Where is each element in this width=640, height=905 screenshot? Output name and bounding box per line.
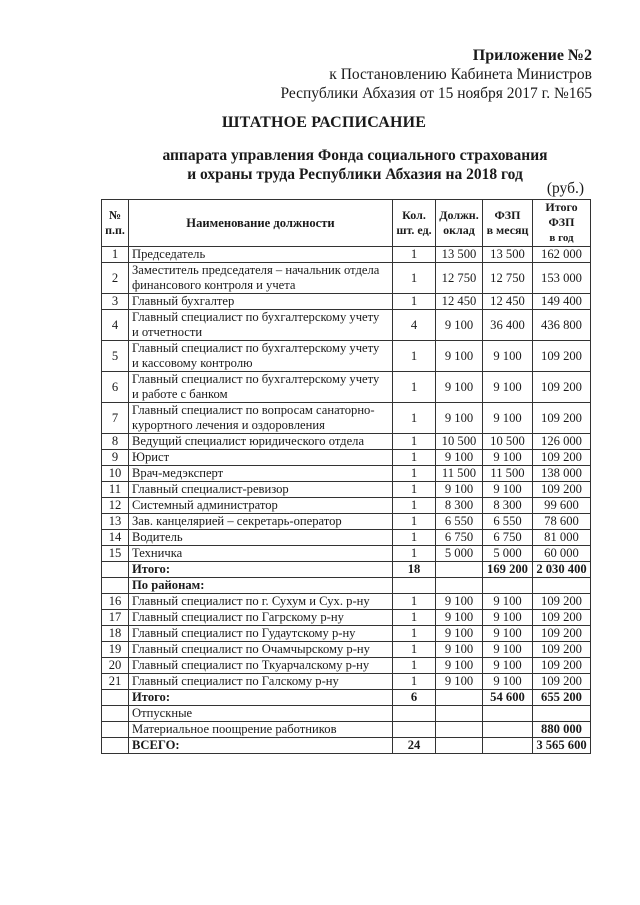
empty-cell [436,706,483,722]
annual-fund: 109 200 [533,626,591,642]
subtotal-label: Итого: [129,562,393,578]
table-row [102,372,591,403]
salary: 9 100 [436,610,483,626]
table-row [102,310,591,341]
row-number: 9 [102,450,129,466]
monthly-fund: 36 400 [483,310,533,341]
annual-fund: 138 000 [533,466,591,482]
empty-cell [102,738,129,754]
quantity: 1 [393,610,436,626]
subtitle-line-2: и охраны труда Республики Абхазия на 2018 год [187,166,523,183]
monthly-fund: 9 100 [483,674,533,690]
empty-cell [436,722,483,738]
position-name: Председатель [129,247,393,263]
row-number: 16 [102,594,129,610]
empty-cell [483,738,533,754]
vacation-row [102,706,591,722]
annual-fund: 109 200 [533,594,591,610]
quantity: 1 [393,594,436,610]
position-name: Главный специалист по Ткуарчалскому р-ну [129,658,393,674]
annual-fund: 81 000 [533,530,591,546]
quantity: 1 [393,341,436,372]
row-number: 14 [102,530,129,546]
monthly-fund: 6 550 [483,514,533,530]
monthly-fund: 9 100 [483,658,533,674]
monthly-fund: 9 100 [483,403,533,434]
grand-total-label: ВСЕГО: [129,738,393,754]
annual-fund: 99 600 [533,498,591,514]
salary: 9 100 [436,626,483,642]
annual-fund: 109 200 [533,482,591,498]
empty-cell [436,562,483,578]
col-header-position: Наименование должности [129,200,393,247]
quantity: 1 [393,247,436,263]
empty-cell [436,690,483,706]
subtotal-quantity: 6 [393,690,436,706]
monthly-fund: 5 000 [483,546,533,562]
table-row [102,674,591,690]
annual-fund: 60 000 [533,546,591,562]
quantity: 1 [393,642,436,658]
empty-cell [102,706,129,722]
annual-fund: 162 000 [533,247,591,263]
salary: 8 300 [436,498,483,514]
position-name: Главный специалист-ревизор [129,482,393,498]
table-row [102,450,591,466]
annual-fund: 109 200 [533,610,591,626]
position-name: Зав. канцелярией – секретарь-оператор [129,514,393,530]
table-row [102,658,591,674]
subtitle-line-1: аппарата управления Фонда социального страхования [162,147,548,164]
empty-cell [102,690,129,706]
monthly-fund: 9 100 [483,372,533,403]
table-row [102,594,591,610]
position-name: Врач-медэксперт [129,466,393,482]
position-name: Техничка [129,546,393,562]
table-row [102,247,591,263]
grand-total-row [102,738,591,754]
salary: 6 550 [436,514,483,530]
position-name: Ведущий специалист юридического отдела [129,434,393,450]
bonus-annual: 880 000 [533,722,591,738]
subtotal-quantity: 18 [393,562,436,578]
empty-cell [533,578,591,594]
annual-fund: 109 200 [533,341,591,372]
salary: 12 750 [436,263,483,294]
table-row [102,341,591,372]
quantity: 1 [393,626,436,642]
col-header-monthly: ФЗП в месяц [483,200,533,247]
salary: 9 100 [436,642,483,658]
monthly-fund: 9 100 [483,626,533,642]
monthly-fund: 13 500 [483,247,533,263]
document-subtitle [0,146,640,184]
row-number: 17 [102,610,129,626]
row-number: 11 [102,482,129,498]
position-name: Главный специалист по Гагрскому р-ну [129,610,393,626]
subtotal-annual: 655 200 [533,690,591,706]
position-name: Заместитель председателя – начальник отдела финансового контроля и учета [129,263,393,294]
position-name: Главный специалист по Очамчырскому р-ну [129,642,393,658]
staff-schedule-table [101,199,591,754]
monthly-fund: 10 500 [483,434,533,450]
col-header-salary: Должн. оклад [436,200,483,247]
table-row [102,626,591,642]
monthly-fund: 9 100 [483,341,533,372]
bonus-row [102,722,591,738]
table-row [102,514,591,530]
row-number: 10 [102,466,129,482]
row-number: 7 [102,403,129,434]
annual-fund: 109 200 [533,372,591,403]
row-number: 4 [102,310,129,341]
appendix-line-1: к Постановлению Кабинета Министров [329,66,592,83]
quantity: 1 [393,482,436,498]
grand-total-quantity: 24 [393,738,436,754]
table-row [102,466,591,482]
empty-cell [436,578,483,594]
row-number: 20 [102,658,129,674]
salary: 9 100 [436,482,483,498]
table-row [102,294,591,310]
quantity: 1 [393,403,436,434]
row-number: 21 [102,674,129,690]
row-number: 2 [102,263,129,294]
row-number: 1 [102,247,129,263]
empty-cell [393,706,436,722]
grand-total-annual: 3 565 600 [533,738,591,754]
row-number: 15 [102,546,129,562]
monthly-fund: 12 450 [483,294,533,310]
monthly-fund: 12 750 [483,263,533,294]
monthly-fund: 6 750 [483,530,533,546]
empty-cell [102,578,129,594]
salary: 11 500 [436,466,483,482]
annual-fund: 109 200 [533,658,591,674]
position-name: Главный специалист по бухгалтерскому учету и отчетности [129,310,393,341]
row-number: 3 [102,294,129,310]
salary: 9 100 [436,674,483,690]
subtotal-row [102,690,591,706]
salary: 9 100 [436,594,483,610]
position-name: Юрист [129,450,393,466]
table-row [102,403,591,434]
salary: 9 100 [436,310,483,341]
appendix-line-2: Республики Абхазия от 15 ноября 2017 г. №165 [280,85,592,102]
salary: 9 100 [436,372,483,403]
quantity: 1 [393,530,436,546]
bonus-label: Материальное поощрение работников [129,722,393,738]
annual-fund: 153 000 [533,263,591,294]
col-header-number: № п.п. [102,200,129,247]
row-number: 5 [102,341,129,372]
salary: 9 100 [436,450,483,466]
document-title: ШТАТНОЕ РАСПИСАНИЕ [221,114,427,131]
salary: 9 100 [436,403,483,434]
quantity: 1 [393,674,436,690]
quantity: 1 [393,498,436,514]
empty-cell [102,722,129,738]
salary: 12 450 [436,294,483,310]
monthly-fund: 9 100 [483,610,533,626]
section-header-row [102,578,591,594]
quantity: 4 [393,310,436,341]
salary: 9 100 [436,341,483,372]
empty-cell [102,562,129,578]
table-row [102,530,591,546]
annual-fund: 78 600 [533,514,591,530]
annual-fund: 109 200 [533,403,591,434]
quantity: 1 [393,658,436,674]
position-name: Главный бухгалтер [129,294,393,310]
table-row [102,610,591,626]
table-row [102,434,591,450]
row-number: 13 [102,514,129,530]
empty-cell [483,706,533,722]
quantity: 1 [393,514,436,530]
row-number: 19 [102,642,129,658]
position-name: Главный специалист по вопросам санаторно-курортного лечения и оздоровления [129,403,393,434]
quantity: 1 [393,263,436,294]
col-header-annual: Итого ФЗП в год [533,200,591,247]
annual-fund: 109 200 [533,450,591,466]
annual-fund: 436 800 [533,310,591,341]
empty-cell [393,578,436,594]
empty-cell [436,738,483,754]
quantity: 1 [393,434,436,450]
quantity: 1 [393,294,436,310]
currency-note: (руб.) [546,180,584,197]
annual-fund: 109 200 [533,642,591,658]
annual-fund: 126 000 [533,434,591,450]
table-row [102,546,591,562]
empty-cell [393,722,436,738]
row-number: 6 [102,372,129,403]
position-name: Главный специалист по бухгалтерскому учету и кассовому контролю [129,341,393,372]
position-name: Водитель [129,530,393,546]
salary: 10 500 [436,434,483,450]
empty-cell [483,722,533,738]
monthly-fund: 9 100 [483,594,533,610]
table-row [102,642,591,658]
salary: 5 000 [436,546,483,562]
table-row [102,482,591,498]
monthly-fund: 11 500 [483,466,533,482]
monthly-fund: 9 100 [483,482,533,498]
col-header-quantity: Кол. шт. ед. [393,200,436,247]
vacation-label: Отпускные [129,706,393,722]
monthly-fund: 9 100 [483,642,533,658]
district-section-label: По районам: [129,578,393,594]
quantity: 1 [393,372,436,403]
position-name: Главный специалист по Гудаутскому р-ну [129,626,393,642]
salary: 13 500 [436,247,483,263]
subtotal-monthly: 54 600 [483,690,533,706]
appendix-reference [280,46,592,103]
subtotal-monthly: 169 200 [483,562,533,578]
salary: 6 750 [436,530,483,546]
table-row [102,498,591,514]
position-name: Главный специалист по г. Сухум и Сух. р-ну [129,594,393,610]
quantity: 1 [393,546,436,562]
subtotal-label: Итого: [129,690,393,706]
position-name: Главный специалист по бухгалтерскому учету и работе с банком [129,372,393,403]
monthly-fund: 9 100 [483,450,533,466]
empty-cell [483,578,533,594]
row-number: 8 [102,434,129,450]
subtotal-annual: 2 030 400 [533,562,591,578]
quantity: 1 [393,450,436,466]
monthly-fund: 8 300 [483,498,533,514]
salary: 9 100 [436,658,483,674]
table-row [102,263,591,294]
annual-fund: 149 400 [533,294,591,310]
appendix-title: Приложение №2 [472,47,592,64]
position-name: Системный администратор [129,498,393,514]
vacation-annual [533,706,591,722]
quantity: 1 [393,466,436,482]
row-number: 12 [102,498,129,514]
position-name: Главный специалист по Галскому р-ну [129,674,393,690]
row-number: 18 [102,626,129,642]
subtotal-row [102,562,591,578]
table-header-row [102,200,591,247]
annual-fund: 109 200 [533,674,591,690]
